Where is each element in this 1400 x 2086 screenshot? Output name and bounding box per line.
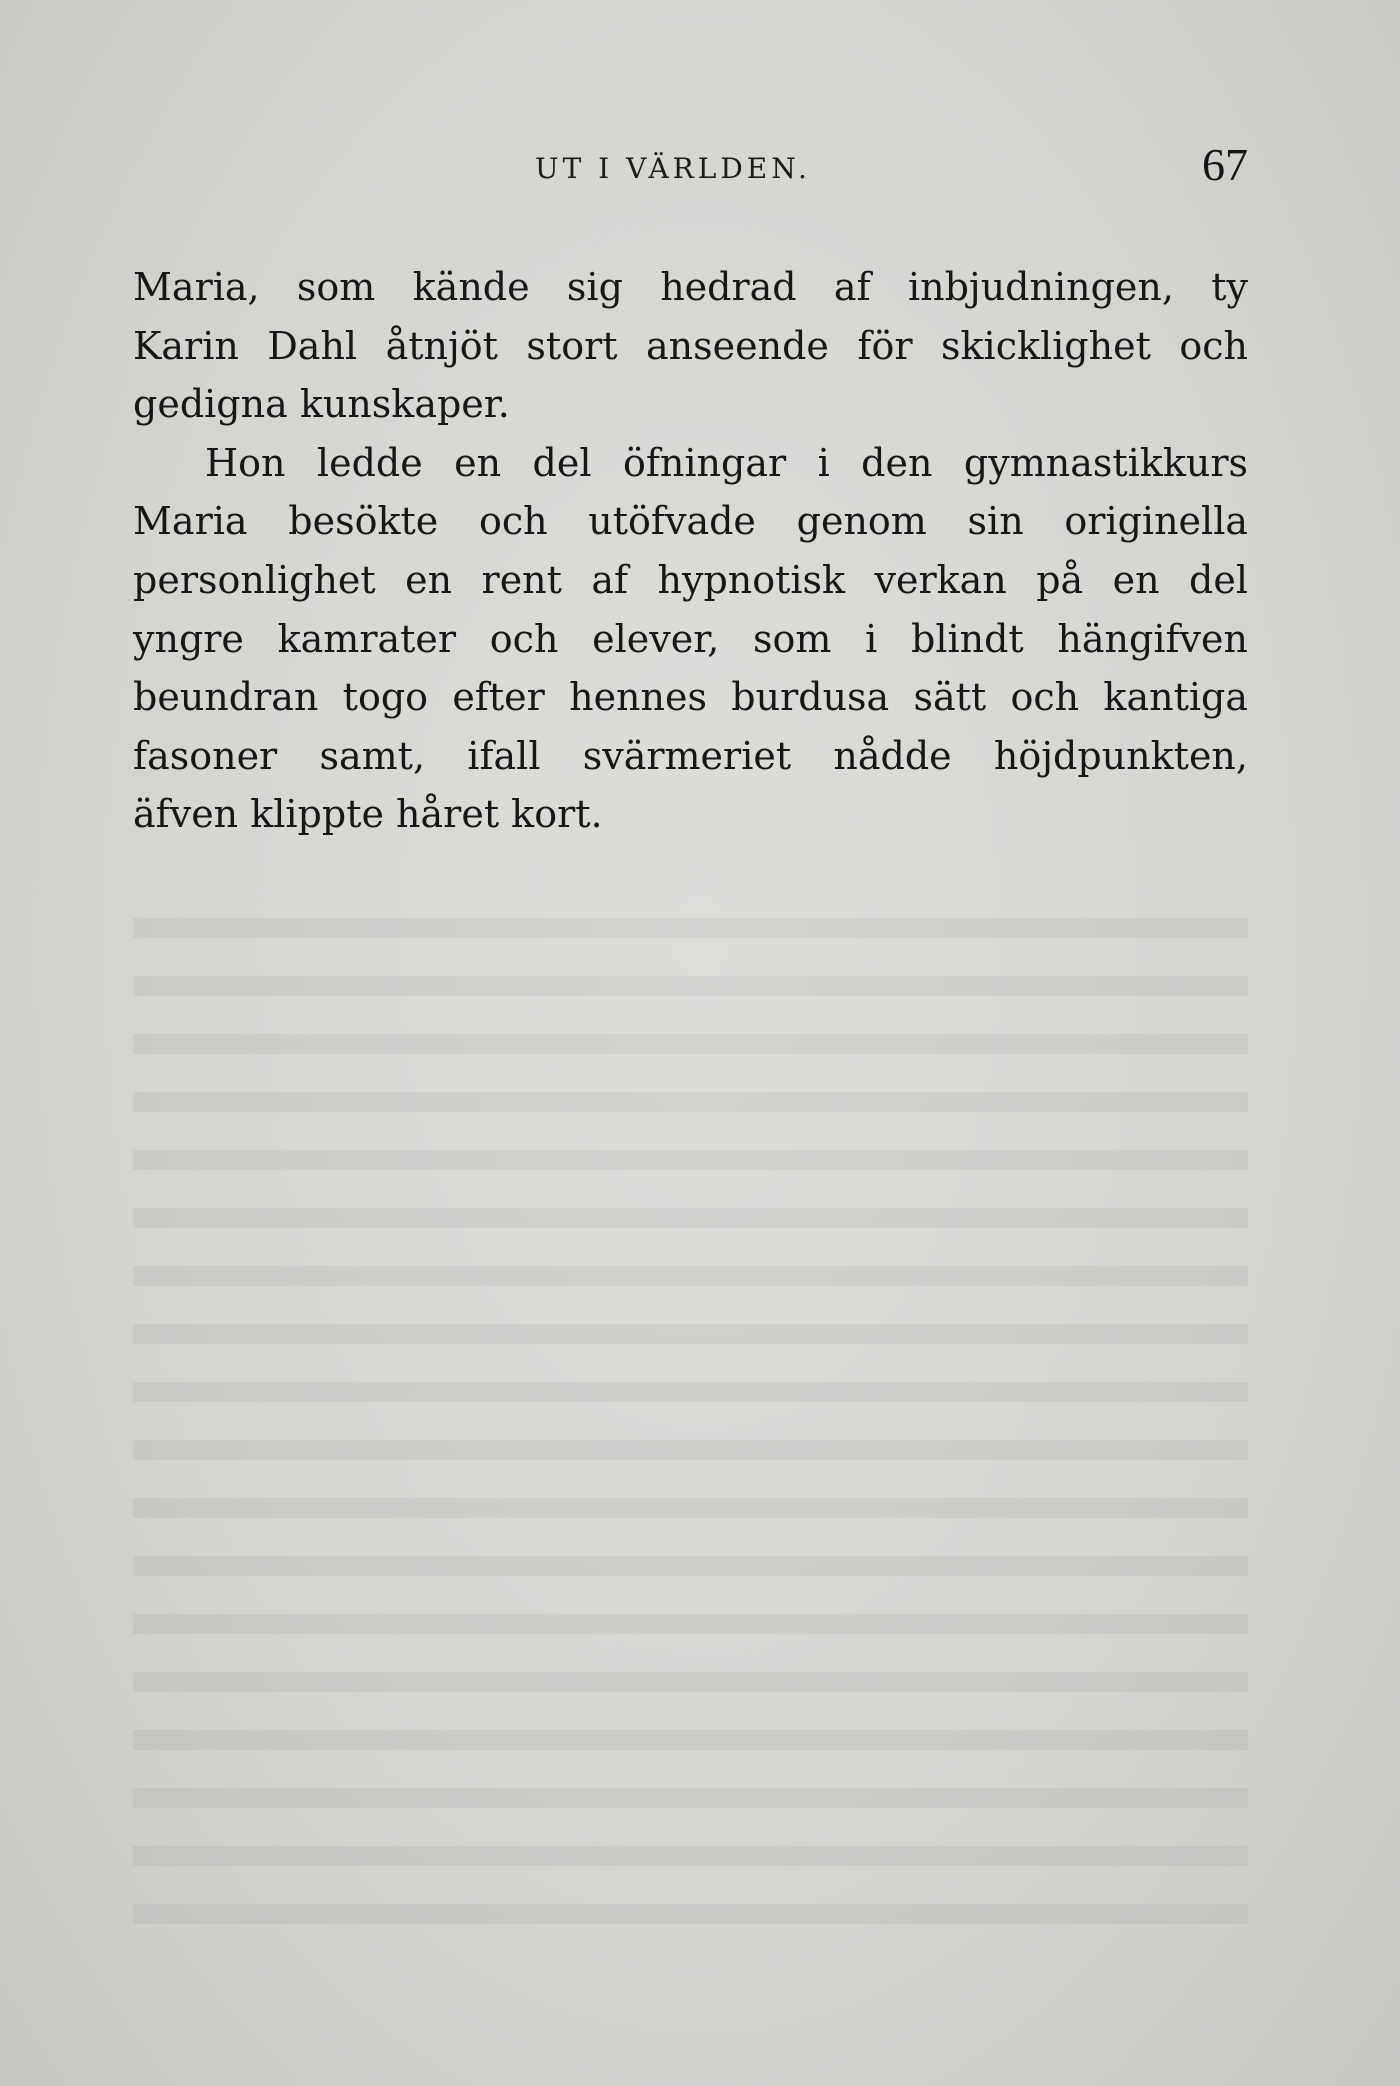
text-line: fasoner samt, ifall svärmeriet nådde höjdpunkten, — [133, 733, 1248, 778]
text-line: Karin Dahl åtnjöt stort anseende för skicklighet och — [133, 323, 1248, 368]
show-through-texture — [133, 880, 1248, 1960]
text-line: Maria besökte och utöfvade genom sin originella — [133, 499, 1248, 544]
page-header — [133, 138, 1248, 208]
text-line: beundran togo efter hennes burdusa sätt och kantiga — [133, 675, 1248, 720]
text-line: gedigna kunskaper. — [133, 382, 510, 427]
running-head: UT I VÄRLDEN. — [535, 152, 811, 185]
text-line: äfven klippte håret kort. — [133, 792, 603, 837]
text-line: Hon ledde en del öfningar i den gymnastikkurs — [205, 440, 1248, 485]
text-line: personlighet en rent af hypnotisk verkan på en del — [133, 557, 1248, 602]
text-line: yngre kamrater och elever, som i blindt hängifven — [133, 616, 1248, 661]
page-number: 67 — [1202, 139, 1248, 190]
text-line: Maria, som kände sig hedrad af inbjudningen, ty — [133, 265, 1248, 309]
body-text — [133, 258, 1248, 844]
